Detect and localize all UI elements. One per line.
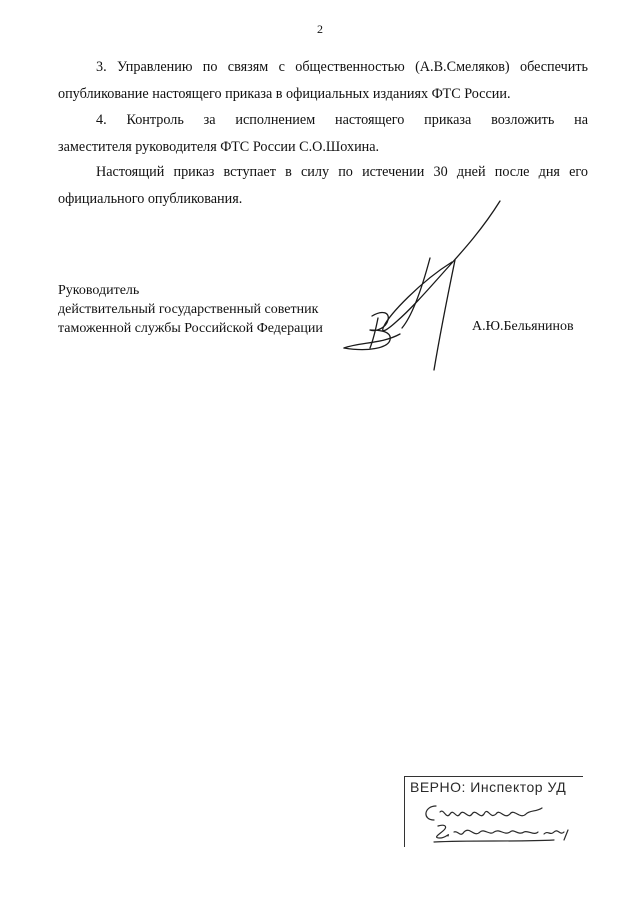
certification-stamp — [404, 776, 582, 846]
paragraph-4 — [58, 107, 588, 161]
paragraph-line: официального опубликования. — [58, 191, 243, 207]
signatory-title-line: Руководитель — [58, 283, 140, 298]
paragraph-3 — [58, 54, 588, 108]
stamp-handwriting — [404, 776, 582, 846]
paragraph-line: 4. Контроль за исполнением настоящего приказа возложить на — [96, 112, 588, 128]
paragraph-line: Настоящий приказ вступает в силу по истечении 30 дней после дня его — [96, 164, 588, 180]
handwritten-signature — [330, 198, 510, 373]
signatory-title-line: таможенной службы Российской Федерации — [58, 321, 323, 336]
signatory-name: А.Ю.Бельянинов — [472, 319, 574, 334]
paragraph-line: опубликование настоящего приказа в официальных изданиях ФТС России. — [58, 86, 511, 102]
paragraph-line: заместителя руководителя ФТС России С.О.Шохина. — [58, 139, 380, 155]
signatory-title-line: действительный государственный советник — [58, 302, 319, 317]
signatory-title — [58, 281, 323, 338]
page-number: 2 — [317, 22, 323, 36]
paragraph-line: 3. Управлению по связям с общественностью (А.В.Смеляков) обеспечить — [96, 59, 588, 75]
stamp-header: ВЕРНО: Инспектор УД — [410, 779, 567, 795]
